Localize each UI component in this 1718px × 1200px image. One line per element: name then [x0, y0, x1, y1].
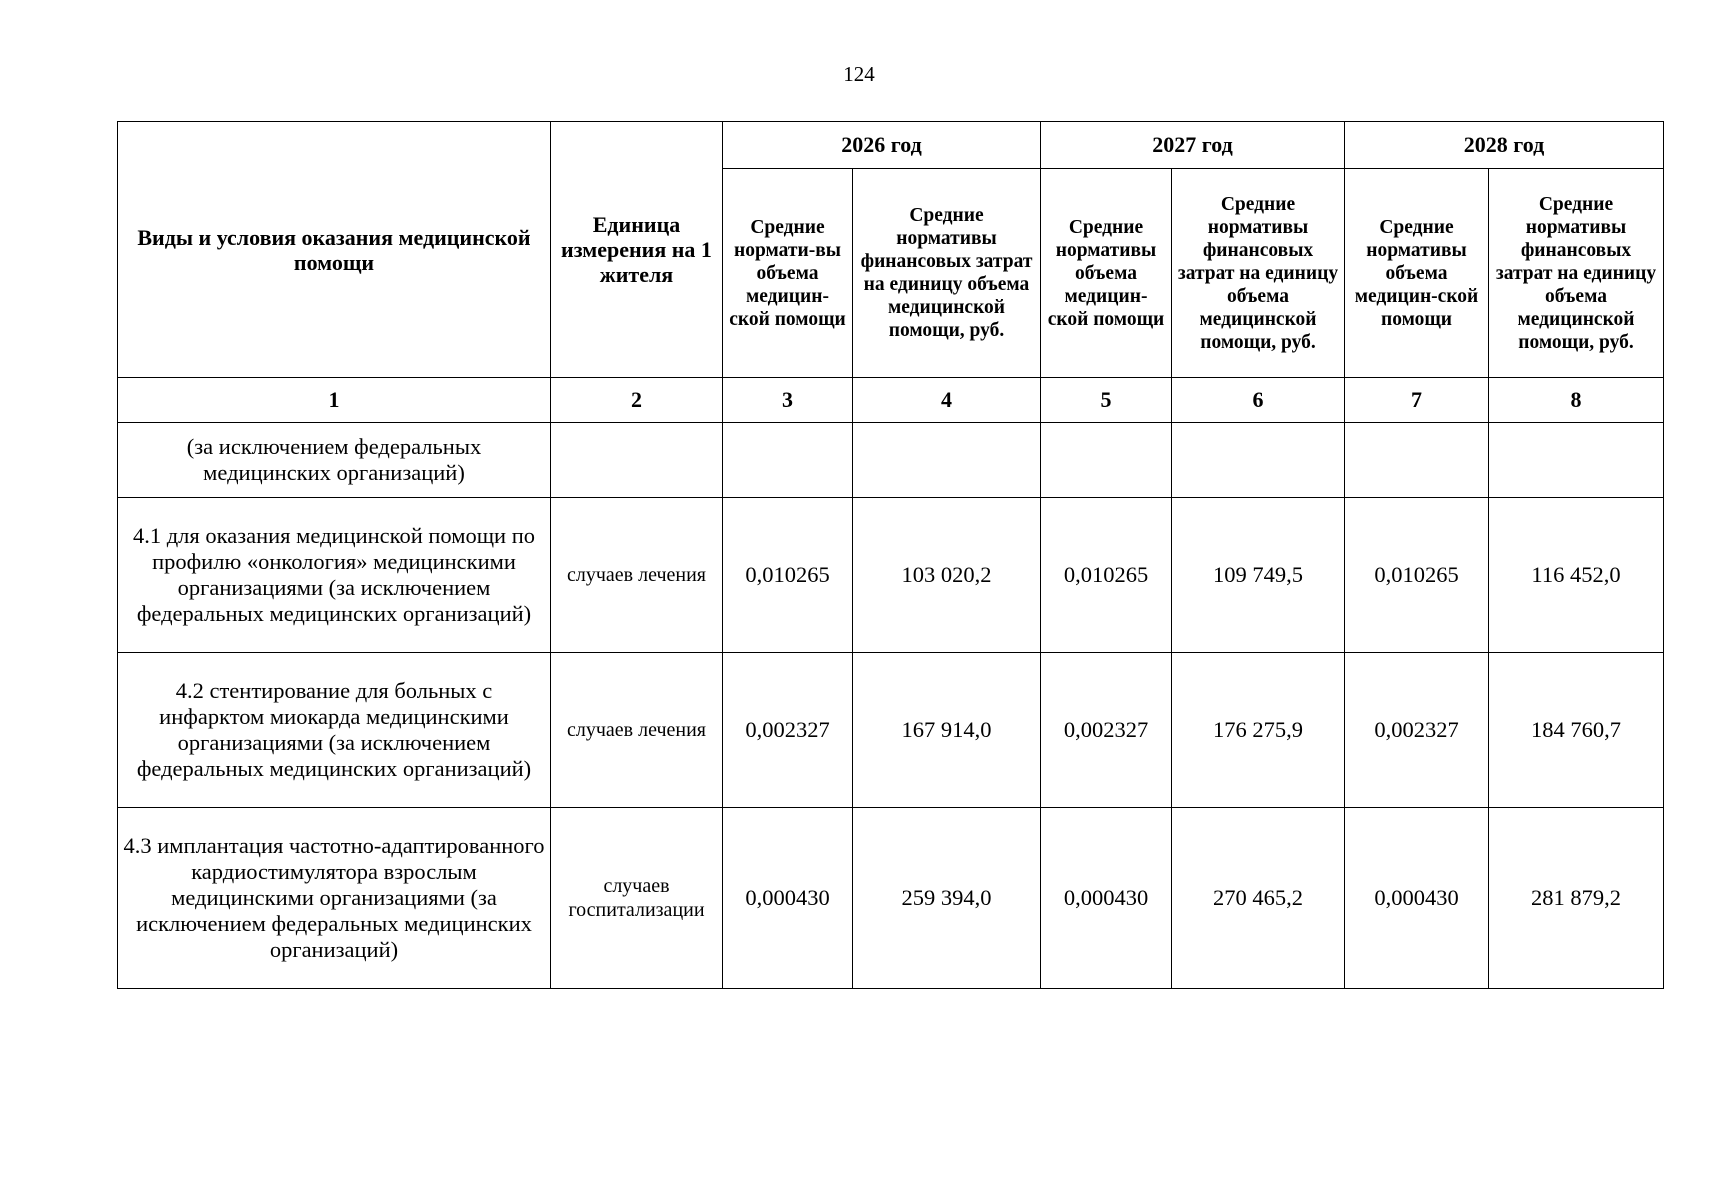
- column-number: 8: [1489, 378, 1664, 423]
- volume-2026-cell: 0,010265: [723, 498, 853, 653]
- cost-2028-cell: 116 452,0: [1489, 498, 1664, 653]
- cost-2028-cell: [1489, 423, 1664, 498]
- table-row: [118, 498, 1664, 653]
- header-2028-cost: Средние нормативы финансовых затрат на единицу объема медицинской помощи, руб.: [1489, 169, 1664, 378]
- unit-cell: случаев лечения: [551, 653, 723, 808]
- volume-2027-cell: 0,002327: [1041, 653, 1172, 808]
- care-type-cell: 4.3 имплантация частотно-адаптированного кардиостимулятора взрослым медицинскими организациями (за исключением федеральных медицинских организаций): [118, 808, 551, 989]
- cost-2026-cell: [853, 423, 1041, 498]
- volume-2028-cell: 0,002327: [1345, 653, 1489, 808]
- care-type-cell: 4.1 для оказания медицинской помощи по профилю «онкология» медицинскими организациями (за исключением федеральных медицинских организаций): [118, 498, 551, 653]
- volume-2028-cell: [1345, 423, 1489, 498]
- cost-2027-cell: 109 749,5: [1172, 498, 1345, 653]
- volume-2028-cell: 0,000430: [1345, 808, 1489, 989]
- table-row: [118, 808, 1664, 989]
- header-2026-cost: Средние нормативы финансовых затрат на единицу объема медицинской помощи, руб.: [853, 169, 1041, 378]
- header-2027-cost: Средние нормативы финансовых затрат на единицу объема медицинской помощи, руб.: [1172, 169, 1345, 378]
- page-number: 124: [843, 62, 875, 86]
- unit-cell: случаев госпитализации: [551, 808, 723, 989]
- header-2028-volume: Средние нормативы объема медицин-ской помощи: [1345, 169, 1489, 378]
- header-care-types: Виды и условия оказания медицинской помощи: [118, 122, 551, 378]
- cost-2026-cell: 103 020,2: [853, 498, 1041, 653]
- cost-2027-cell: [1172, 423, 1345, 498]
- column-number: 1: [118, 378, 551, 423]
- volume-2027-cell: [1041, 423, 1172, 498]
- volume-2026-cell: 0,000430: [723, 808, 853, 989]
- column-numbers-row: [118, 378, 1664, 423]
- column-number: 6: [1172, 378, 1345, 423]
- column-number: 7: [1345, 378, 1489, 423]
- volume-2028-cell: 0,010265: [1345, 498, 1489, 653]
- cost-2028-cell: 281 879,2: [1489, 808, 1664, 989]
- care-type-cell: 4.2 стентирование для больных с инфарктом миокарда медицинскими организациями (за исключением федеральных медицинских организаций): [118, 653, 551, 808]
- header-year-2027: 2027 год: [1041, 122, 1345, 169]
- cost-2026-cell: 259 394,0: [853, 808, 1041, 989]
- header-year-2028: 2028 год: [1345, 122, 1664, 169]
- cost-2027-cell: 270 465,2: [1172, 808, 1345, 989]
- cost-2026-cell: 167 914,0: [853, 653, 1041, 808]
- column-number: 4: [853, 378, 1041, 423]
- header-2026-volume: Средние нормати-вы объема медицин-ской помощи: [723, 169, 853, 378]
- column-number: 5: [1041, 378, 1172, 423]
- medical-norms-table: [117, 121, 1664, 989]
- care-type-cell: (за исключением федеральных медицинских организаций): [118, 423, 551, 498]
- unit-cell: [551, 423, 723, 498]
- volume-2027-cell: 0,010265: [1041, 498, 1172, 653]
- volume-2026-cell: 0,002327: [723, 653, 853, 808]
- volume-2026-cell: [723, 423, 853, 498]
- volume-2027-cell: 0,000430: [1041, 808, 1172, 989]
- table-row: [118, 653, 1664, 808]
- header-unit: Единица измерения на 1 жителя: [551, 122, 723, 378]
- column-number: 2: [551, 378, 723, 423]
- header-row-years: [118, 122, 1664, 169]
- cost-2027-cell: 176 275,9: [1172, 653, 1345, 808]
- column-number: 3: [723, 378, 853, 423]
- unit-cell: случаев лечения: [551, 498, 723, 653]
- cost-2028-cell: 184 760,7: [1489, 653, 1664, 808]
- header-2027-volume: Средние нормативы объема медицин-ской помощи: [1041, 169, 1172, 378]
- table-row: [118, 423, 1664, 498]
- header-year-2026: 2026 год: [723, 122, 1041, 169]
